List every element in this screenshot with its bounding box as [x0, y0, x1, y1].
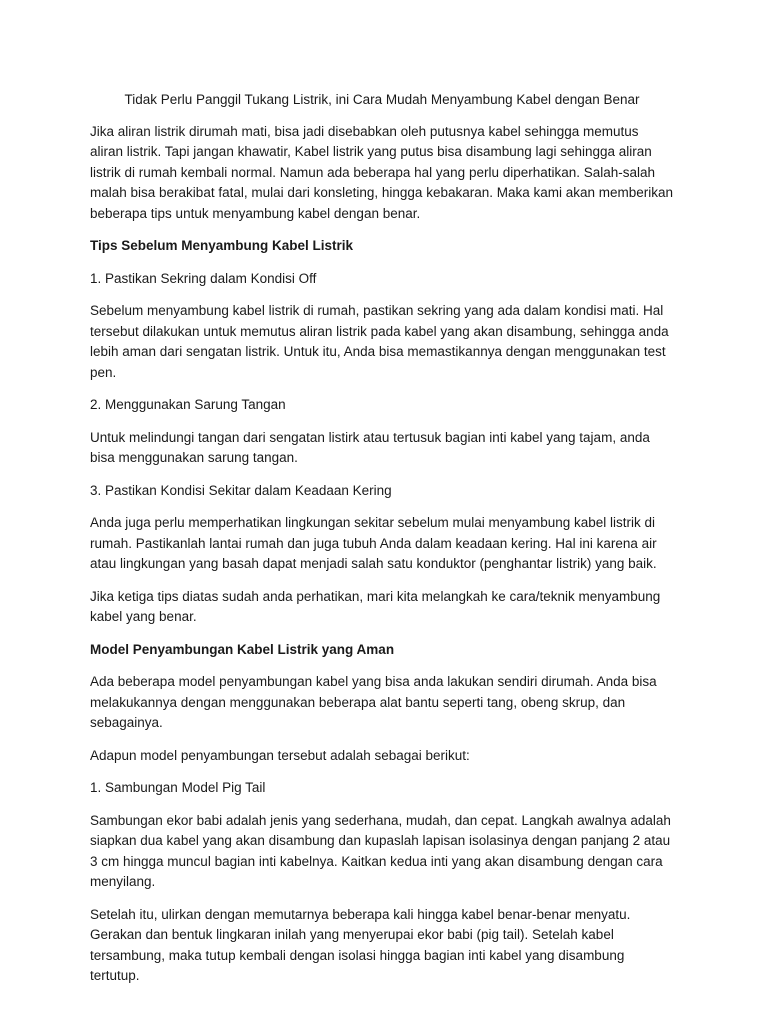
tip-3-title: 3. Pastikan Kondisi Sekitar dalam Keadaan Kering: [90, 482, 392, 498]
tip-2-title: 2. Menggunakan Sarung Tangan: [90, 397, 286, 412]
tip-2-body: Untuk melindungi tangan dari sengatan listirk atau tertusuk bagian inti kabel yang tajam, anda bisa menggunakan sarung tangan.: [90, 429, 650, 465]
tips-closing-paragraph: Jika ketiga tips diatas sudah anda perhatikan, mari kita melangkah ke cara/teknik menyambung kabel yang benar.: [90, 588, 661, 624]
tip-3-body: Anda juga perlu memperhatikan lingkungan sekitar sebelum mulai menyambung kabel listrik di rumah. Pastikanlah lantai rumah dan juga tubuh Anda dalam keadaan kering. Hal ini karena air atau lingkungan yang basah dapat menjadi salah satu konduktor (penghantar listrik) yang baik.: [90, 515, 657, 571]
model-1-title: 1. Sambungan Model Pig Tail: [90, 780, 266, 795]
section-heading-models: Model Penyambungan Kabel Listrik yang Aman: [90, 641, 395, 657]
tip-1-body: Sebelum menyambung kabel listrik di rumah, pastikan sekring yang ada dalam kondisi mati. Hal tersebut dilakukan untuk memutus aliran listrik pada kabel yang akan disambung, sehingga anda lebih aman dari sengatan listrik. Untuk itu, Anda bisa memastikannya dengan menggunakan test pen.: [90, 303, 669, 380]
models-intro-paragraph: Ada beberapa model penyambungan kabel yang bisa anda lakukan sendiri dirumah. Anda bisa melakukannya dengan menggunakan beberapa alat bantu seperti tang, obeng skrup, dan sebagainya.: [90, 674, 657, 730]
model-1-body-2: Setelah itu, ulirkan dengan memutarnya beberapa kali hingga kabel benar-benar menyatu. Gerakan dan bentuk lingkaran inilah yang menyerupai ekor babi (pig tail). Setelah kabel tersambung, maka tutup kembali dengan isolasi hingga bagian inti kabel yang disambung tertutup.: [90, 906, 631, 983]
document-body: [90, 90, 674, 999]
tip-1-title: 1. Pastikan Sekring dalam Kondisi Off: [90, 270, 317, 286]
intro-paragraph: Jika aliran listrik dirumah mati, bisa jadi disebabkan oleh putusnya kabel sehingga memutus aliran listrik. Tapi jangan khawatir, Kabel listrik yang putus bisa disambung lagi sehingga aliran listrik di rumah kembali normal. Namun ada beberapa hal yang perlu diperhatikan. Salah-salah malah bisa berakibat fatal, mulai dari konsleting, hingga kebakaran. Maka kami akan memberikan beberapa tips untuk menyambung kabel dengan benar.: [90, 123, 674, 221]
section-heading-tips: Tips Sebelum Menyambung Kabel Listrik: [90, 238, 354, 253]
models-lead-paragraph: Adapun model penyambungan tersebut adalah sebagai berikut:: [90, 747, 470, 763]
document-title: Tidak Perlu Panggil Tukang Listrik, ini Cara Mudah Menyambung Kabel dengan Benar: [124, 92, 640, 107]
model-1-body-1: Sambungan ekor babi adalah jenis yang sederhana, mudah, dan cepat. Langkah awalnya adalah siapkan dua kabel yang akan disambung dan kupaslah lapisan isolasinya dengan panjang 2 atau 3 cm hingga muncul bagian inti kabelnya. Kaitkan kedua inti yang akan disambung dengan cara menyilang.: [90, 812, 671, 889]
